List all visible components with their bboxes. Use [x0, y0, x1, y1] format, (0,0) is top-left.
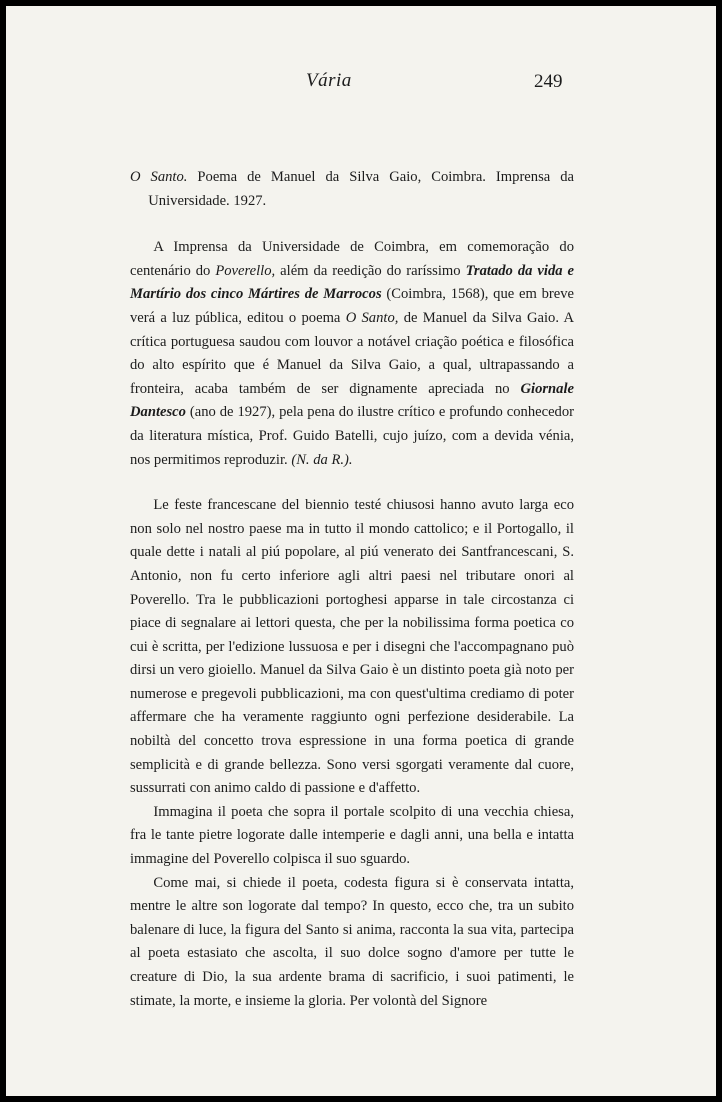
note-text-4: de Manuel da Silva Gaio. A crítica portuguesa saudou com louvor a notável criação poética e filosófica do alto espírito que é Manuel da Silva Gaio, a qual, ultrapassando a fronteira, acaba também de ser dignamente apreciada no: [130, 309, 574, 397]
body-paragraph-2: Immagina il poeta che sopra il portale scolpito di una vecchia chiesa, fra le tante pietre logorate dalle intemperie e dagli anni, una bella e intatta immagine del Poverello colpisca il suo sguardo.: [130, 803, 574, 868]
note-italic-o-santo: O Santo,: [345, 309, 399, 326]
note-italic-ndr: (N. da R.).: [291, 451, 353, 468]
note-text-1: A Imprensa da Universidade de Coimbra, em comemoração do centenário do: [130, 239, 574, 279]
running-title: Vária: [306, 70, 352, 91]
note-text-2: além da reedição do raríssimo: [275, 262, 466, 279]
note-italic-tratado: Tratado da vida e Martírio dos cinco Mártires de Marrocos: [130, 262, 575, 303]
note-text-3: (Coimbra, 1568), que em breve verá a luz pública, editou o poema: [130, 286, 574, 326]
entry-title: O Santo.: [130, 169, 188, 185]
body-paragraph-1: Le feste francescane del biennio testé chiusosi hanno avuto larga eco non solo nel nostro paese ma in tutto il mondo cattolico; e il Portogallo, il quale dette i natali al piú popolare, al piú venerato dei Santfrancescani, S. Antonio, non fu certo inferiore agli altri paesi nel tributare onori al Poverello. Tra le pubblicazioni portoghesi apparse in tale circostanza ci piace di segnalare ai lettori questa, che per la nobilissima forma poetica co cui è scritta, per l'edizione lussuosa e per i disegni che l'accompagnano può dirsi un vero gioiello. Manuel da Silva Gaio è un distinto poeta già noto per numerose e pregevoli pubblicazioni, ma con quest'ultima crediamo di poter affermare che ha veramente raggiunto ogni perfezione desiderabile. La nobiltà del concetto trova espressione in una forma poetica di grande semplicità e di grande bellezza. Sono versi sgorgati veramente dal cuore, sussurrati con animo caldo di passione e d'affetto.: [130, 497, 574, 797]
entry-details: Poema de Manuel da Silva Gaio, Coimbra. Imprensa da Universidade. 1927.: [148, 169, 574, 209]
book-entry: [130, 166, 574, 213]
note-italic-giornale: Giornale Dantesco: [130, 380, 574, 421]
page-header: [6, 70, 716, 100]
book-page: [6, 6, 716, 1096]
page-number: 249: [534, 71, 563, 92]
note-text-5: (ano de 1927), pela pena do ilustre crítico e profundo conhecedor da literatura mística, Prof. Guido Batelli, cujo juízo, com a devida vénia, nos permitimos reproduzir.: [130, 404, 574, 468]
note-italic-poverello: Poverello,: [215, 262, 276, 279]
editorial-note: [130, 236, 574, 472]
body-paragraph-3: Come mai, si chiede il poeta, codesta figura si è conservata intatta, mentre le altre son logorate dal tempo? In questo, ecco che, tra un subito balenare di luce, la figura del Santo si anima, racconta la sua vita, partecipa al poeta estasiato che ascolta, il suo dolce sogno d'amore per tutte le creature di Dio, la sua ardente brama di sacrificio, i suoi patimenti, le stimate, la morte, e insieme la gloria. Per volontà del Signore: [130, 874, 574, 1009]
page-body: [130, 166, 574, 1013]
